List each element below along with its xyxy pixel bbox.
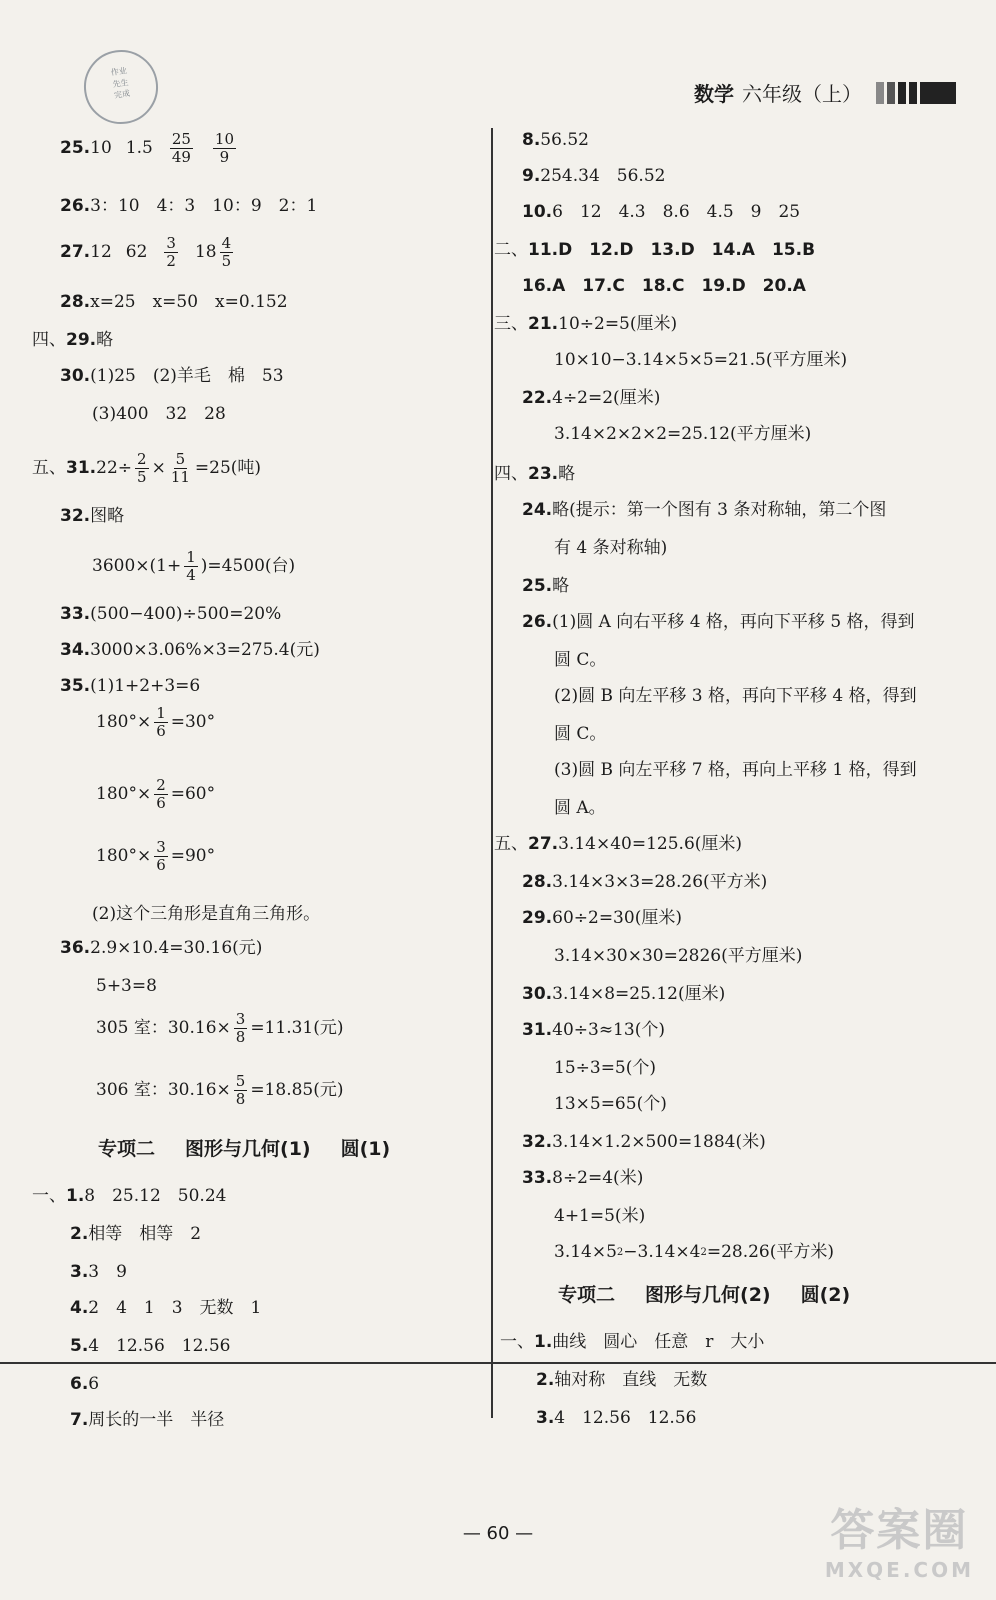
- answer-line: 圆 C。: [554, 650, 607, 670]
- header-decoration: [876, 82, 956, 104]
- answer-line: 4+1=5(米): [554, 1206, 646, 1226]
- answer-line: 有 4 条对称轴): [554, 538, 668, 558]
- answer-line: 3. 3 9: [70, 1262, 127, 1282]
- section-title: 专项二 图形与几何(1) 圆(1): [98, 1138, 391, 1160]
- answer-line: 5+3=8: [96, 976, 157, 996]
- answer-line: 35. (1)1+2+3=6: [60, 676, 201, 696]
- answer-line: 30. (1)25 (2)羊毛 棉 53: [60, 366, 284, 386]
- answer-line: 31. 40÷3≈13(个): [522, 1020, 665, 1040]
- answer-line: (3)圆 B 向左平移 7 格，再向上平移 1 格，得到: [554, 760, 917, 780]
- answer-line: 一、 1. 8 25.12 50.24: [32, 1186, 227, 1206]
- answer-line: 26. 3：10 4：3 10：9 2：1: [60, 196, 318, 216]
- answer-line: 5. 4 12.56 12.56: [70, 1336, 231, 1356]
- answer-line: 10. 6 12 4.3 8.6 4.5 9 25: [522, 202, 801, 222]
- answer-line: 306 室：30.16× $\frac{5}{8}$ =18.85(元): [96, 1072, 344, 1108]
- answer-line: 24. 略(提示：第一个图有 3 条对称轴，第二个图: [522, 500, 887, 520]
- answer-line: 3600×(1+ $\frac{1}{4}$ )=4500(台): [92, 548, 296, 584]
- answer-line: 3.14×2×2×2=25.12(平方厘米): [554, 424, 812, 444]
- answer-line: 32. 图略: [60, 506, 125, 526]
- answer-line: 27. 12 62 $\frac{3}{2}$ 18 $\frac{4}{5}$: [60, 234, 232, 270]
- answer-line: 36. 2.9×10.4=30.16(元): [60, 938, 263, 958]
- fraction: $\frac{2}{6}$: [156, 776, 166, 812]
- answer-line: (3)400 32 28: [92, 404, 226, 424]
- answer-line: 圆 C。: [554, 724, 607, 744]
- answer-line: 180°× $\frac{2}{6}$ =60°: [96, 776, 216, 812]
- fraction: $\frac{4}{5}$: [221, 234, 232, 270]
- fraction: $\frac{1}{4}$: [186, 548, 196, 584]
- answer-line: 二、 11.D 12.D 13.D 14.A 15.B: [494, 240, 816, 260]
- watermark-logo: 答案圈 MXQE.COM: [824, 1505, 974, 1582]
- answer-line: 28. x=25 x=50 x=0.152: [60, 292, 288, 312]
- answer-line: 32. 3.14×1.2×500=1884(米): [522, 1132, 766, 1152]
- answer-line: 25. 10 1.5 $\frac{25}{49}$ $\frac{10}{9}$: [60, 130, 234, 166]
- subject-label: 数学: [694, 82, 734, 106]
- answer-line: 2. 相等 相等 2: [70, 1224, 202, 1244]
- answer-line: 22. 4÷2=2(厘米): [522, 388, 661, 408]
- bottom-rule: [0, 1362, 996, 1364]
- answer-line: 180°× $\frac{1}{6}$ =30°: [96, 704, 216, 740]
- answer-line: 四、 23. 略: [494, 464, 576, 484]
- fraction: $\frac{3}{2}$: [166, 234, 176, 270]
- answer-line: 3.14×30×30=2826(平方厘米): [554, 946, 803, 966]
- fraction: $\frac{25}{49}$: [171, 130, 191, 166]
- page-number: — 60 —: [462, 1523, 534, 1544]
- answer-line: 2. 轴对称 直线 无数: [536, 1370, 708, 1390]
- fraction: $\frac{5}{8}$: [235, 1072, 246, 1108]
- answer-line: 16.A 17.C 18.C 19.D 20.A: [522, 276, 806, 296]
- answer-line: 10×10−3.14×5×5=21.5(平方厘米): [554, 350, 848, 370]
- grade-label: 六年级（上）: [742, 82, 862, 106]
- answer-line: 五、 31. 22÷ $\frac{2}{5}$ × $\frac{5}{11}$ =25(吨): [32, 450, 262, 486]
- answer-line: 33. (500−400)÷500=20%: [60, 604, 282, 624]
- answer-line: 15÷3=5(个): [554, 1058, 657, 1078]
- answer-line: 3. 4 12.56 12.56: [536, 1408, 697, 1428]
- answer-line: 3.14×5 2 −3.14×4 2 =28.26(平方米): [554, 1242, 835, 1262]
- answer-line: 28. 3.14×3×3=28.26(平方米): [522, 872, 768, 892]
- answer-line: 34. 3000×3.06%×3=275.4(元): [60, 640, 320, 660]
- fraction: $\frac{3}{8}$: [235, 1010, 246, 1046]
- answer-line: 一、 1. 曲线 圆心 任意 r 大小: [500, 1332, 765, 1352]
- answer-line: 180°× $\frac{3}{6}$ =90°: [96, 838, 216, 874]
- answer-line: 305 室：30.16× $\frac{3}{8}$ =11.31(元): [96, 1010, 344, 1046]
- fraction: $\frac{1}{6}$: [156, 704, 166, 740]
- column-divider: [491, 128, 493, 1418]
- answer-line: 9. 254.34 56.52: [522, 166, 666, 186]
- answer-line: 30. 3.14×8=25.12(厘米): [522, 984, 726, 1004]
- section-title: 专项二 图形与几何(2) 圆(2): [558, 1284, 851, 1306]
- fraction: $\frac{3}{6}$: [156, 838, 166, 874]
- answer-line: 8. 56.52: [522, 130, 589, 150]
- answer-line: 7. 周长的一半 半径: [70, 1410, 225, 1430]
- answer-line: 4. 2 4 1 3 无数 1: [70, 1298, 262, 1318]
- answer-line: 三、 21. 10÷2=5(厘米): [494, 314, 678, 334]
- answer-line: (2)圆 B 向左平移 3 格，再向下平移 4 格，得到: [554, 686, 917, 706]
- page-header: [694, 78, 956, 107]
- answer-line: 13×5=65(个): [554, 1094, 667, 1114]
- fraction: $\frac{2}{5}$: [137, 450, 147, 486]
- answer-line: (2)这个三角形是直角三角形。: [92, 904, 321, 924]
- fraction: $\frac{10}{9}$: [214, 130, 234, 166]
- answer-line: 26. (1)圆 A 向右平移 4 格，再向下平移 5 格，得到: [522, 612, 915, 632]
- answer-line: 圆 A。: [554, 798, 606, 818]
- answer-line: 25. 略: [522, 576, 570, 596]
- answer-line: 6. 6: [70, 1374, 100, 1394]
- answer-line: 五、 27. 3.14×40=125.6(厘米): [494, 834, 743, 854]
- answer-line: 29. 60÷2=30(厘米): [522, 908, 682, 928]
- answer-line: 33. 8÷2=4(米): [522, 1168, 644, 1188]
- stamp-seal: 作业 先生 完成: [79, 45, 163, 129]
- answer-line: 四、 29. 略: [32, 330, 114, 350]
- fraction: $\frac{5}{11}$: [170, 450, 190, 486]
